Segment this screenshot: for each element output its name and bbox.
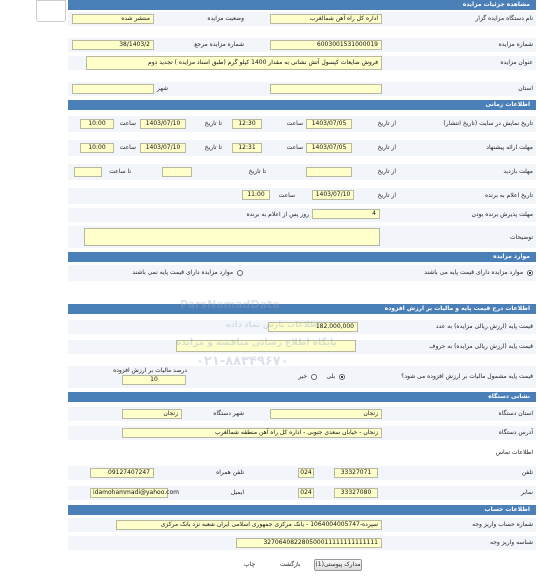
publish-to-hour-label: ساعت (119, 120, 136, 127)
visit-to-label: تا تاریخ (248, 168, 266, 175)
visit-from-date (306, 167, 352, 177)
offer-from-time: 12:31 (232, 143, 262, 153)
account-number-field: سپرده-1064004005747 - بانک مرکزی جمهوری اسلامی ایران شعبه نزد بانک مرکزی (116, 520, 382, 530)
email-field: idamohammadi@yahoo.com (90, 488, 168, 498)
base-price-number-field: 182,000,000 (268, 322, 358, 332)
city-label: شهر (156, 85, 168, 92)
vat-radio-yes[interactable] (339, 374, 345, 380)
offer-from-date: 1403/07/05 (306, 143, 352, 153)
watermark-phone: ۰۲۱-۸۸۳۴۹۶۷۰ (196, 354, 289, 369)
announce-hour-label: ساعت (278, 192, 295, 199)
section-header-details: مشاهده جزئیات مزایده (68, 0, 536, 10)
province-label: استان (518, 85, 533, 92)
side-box (36, 0, 66, 22)
iban-field: 327064082280500011111111111111 (236, 538, 382, 548)
fax-code-field: 024 (298, 488, 314, 498)
watermark-subtitle: اطلاعات پارس نماد داده (226, 320, 321, 329)
items-option-yes[interactable] (424, 268, 533, 278)
email-label: ایمیل (230, 489, 244, 496)
notes-label: توضیحات (509, 234, 533, 241)
time-row-visit (68, 164, 536, 180)
publish-from-time: 12:30 (232, 119, 262, 129)
offer-to-date: 1403/07/10 (140, 143, 186, 153)
title-field: فروش ضایعات کپسول آتش نشانی به مقدار 1400 کیلو گرم (طبق اسناد مزایده ) تجدید دوم (86, 56, 382, 70)
fax-field: 33327080 (334, 488, 378, 498)
vat-yes-option[interactable] (326, 372, 345, 382)
publish-from-date: 1403/07/05 (306, 119, 352, 129)
device-province-field: زنجان (270, 409, 382, 419)
device-address-field: زنجان - خیابان سعدی جنوبی - اداره کل راه آهن منطقه شمالغرب (122, 428, 382, 438)
visit-hour-label: تا ساعت (109, 168, 131, 175)
status-field: منتشر شده (72, 14, 154, 24)
vat-no-label: خیر (298, 373, 308, 380)
items-option-no-label: موارد مزایده دارای قیمت پایه نمی باشند (132, 269, 234, 276)
visit-time (74, 167, 102, 177)
vat-no-option[interactable] (298, 372, 317, 382)
watermark-tagline: پایگاه اطلاع رسانی مناقصه و مزایده (176, 338, 337, 348)
phone-code-field: 024 (298, 468, 314, 478)
announce-time: 11:00 (242, 190, 270, 200)
status-label: وضعیت مزایده (207, 15, 244, 22)
base-price-number-label: قیمت پایه (ارزش ریالی مزایده) به عدد (435, 323, 533, 330)
ref-number-field: 38/1403/2 (72, 40, 154, 50)
phone-field: 33327071 (334, 468, 378, 478)
visit-to-date (162, 167, 192, 177)
publish-to-label: تا تاریخ (204, 120, 222, 127)
mobile-field: 09127407247 (90, 468, 154, 478)
ref-number-label: شماره مزایده مرجع (194, 41, 244, 48)
city-field (72, 84, 154, 94)
offer-to-time: 10:00 (80, 143, 114, 153)
publish-to-time: 10:00 (80, 119, 114, 129)
section-header-account: اطلاعات حساب (68, 505, 536, 515)
province-field (270, 84, 382, 94)
vat-percent-label: درصد مالیات بر ارزش افزوده (113, 367, 187, 374)
vat-yes-label: بلی (326, 373, 336, 380)
base-price-text-label: قیمت پایه (ارزش ریالی مزایده) به حروف (429, 343, 533, 350)
visit-label: مهلت بازدید (503, 168, 533, 175)
org-field: اداره کل راه آهن شمالغرب (270, 14, 382, 24)
publish-from-label: از تاریخ (377, 120, 396, 127)
items-option-no[interactable] (132, 268, 243, 278)
section-header-items: موارد مزایده (68, 252, 536, 262)
number-label: شماره مزایده (498, 41, 533, 48)
watermark-brand: ParsNamadData (180, 298, 280, 311)
offer-from-label: از تاریخ (377, 144, 396, 151)
account-number-label: شماره حساب واریز وجه (472, 521, 533, 528)
accept-suffix: روز پس از اعلام به برنده (246, 211, 309, 218)
publish-to-date: 1403/07/10 (140, 119, 186, 129)
items-radio-yes[interactable] (527, 270, 533, 276)
accept-field: 4 (312, 209, 380, 219)
phone-label: تلفن (521, 469, 533, 476)
attachments-button[interactable]: مدارک پیوستی(1) (314, 559, 362, 571)
number-field: 6003001531000019 (270, 40, 382, 50)
offer-to-hour-label: ساعت (119, 144, 136, 151)
section-header-time: اطلاعات زمانی (68, 100, 536, 110)
device-province-label: استان دستگاه (498, 410, 533, 417)
offer-label: مهلت ارائه پیشنهاد (486, 144, 533, 151)
vat-percent-field: 10 (122, 375, 186, 385)
publish-label: تاریخ نمایش در سایت (تاریخ انتشار) (443, 120, 533, 127)
contact-title: اطلاعات تماس (495, 449, 533, 456)
time-row-announce (68, 188, 536, 204)
vat-radio-no[interactable] (311, 374, 317, 380)
device-city-field: زنجان (122, 409, 182, 419)
print-link[interactable]: چاپ (244, 561, 256, 568)
section-header-device: نشانی دستگاه (68, 392, 536, 402)
base-price-text-field (176, 340, 356, 352)
vat-question-label: قیمت پایه مشمول مالیات بر ارزش افزوده می شود؟ (401, 373, 533, 380)
announce-date: 1403/07/10 (312, 190, 354, 200)
org-label: نام دستگاه مزایده گزار (475, 15, 533, 22)
offer-to-label: تا تاریخ (204, 144, 222, 151)
title-label: عنوان مزایده (500, 59, 533, 66)
offer-from-hour-label: ساعت (286, 144, 303, 151)
accept-label: مهلت پذیرش برنده بودن (471, 211, 533, 218)
mobile-label: تلفن همراه (216, 469, 244, 476)
publish-from-hour-label: ساعت (286, 120, 303, 127)
announce-label: تاریخ اعلام به برنده (484, 192, 533, 199)
iban-label: شناسه واریز وجه (490, 539, 533, 546)
device-city-label: شهر دستگاه (213, 410, 244, 417)
items-radio-no[interactable] (237, 270, 243, 276)
visit-from-label: از تاریخ (377, 168, 396, 175)
device-address-label: آدرس دستگاه (498, 429, 533, 436)
section-header-price: اطلاعات درج قیمت پایه و مالیات بر ارزش افزوده (68, 304, 536, 314)
back-link[interactable]: بازگشت (280, 561, 301, 568)
fax-label: نمابر (521, 489, 533, 496)
items-option-yes-label: موارد مزایده دارای قیمت پایه می باشند (424, 269, 524, 276)
announce-from-label: از تاریخ (377, 192, 396, 199)
notes-field (84, 228, 380, 246)
